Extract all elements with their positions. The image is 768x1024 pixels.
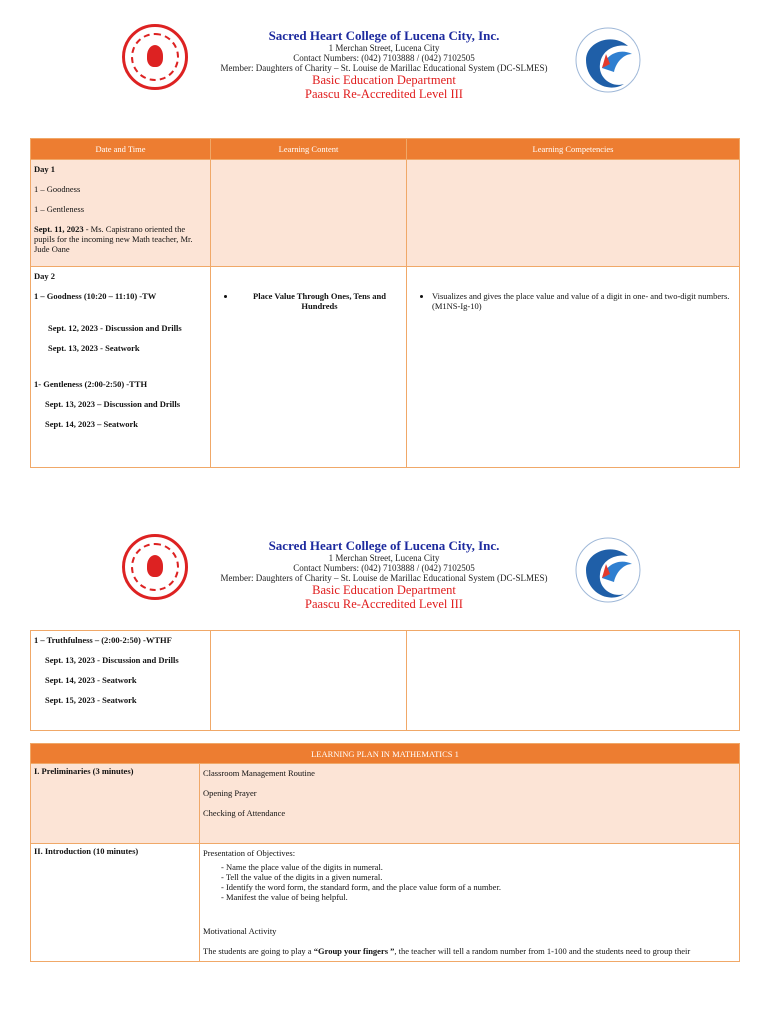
school-contact: Contact Numbers: (042) 7103888 / (042) 7102505 (293, 563, 475, 573)
day2-competency-cell (407, 267, 740, 468)
prelim-item: Opening Prayer (203, 788, 257, 798)
objective-item: - Name the place value of the digits in numeral. (221, 862, 736, 872)
truthfulness-title: 1 – Truthfulness – (2:00-2:50) -WTHF (34, 635, 172, 645)
learning-plan-title: LEARNING PLAN IN MATHEMATICS 1 (31, 744, 740, 764)
activity-text: The students are going to play a “Group your fingers ”, the teacher will tell a random number from 1-100 and the students need to group their (203, 946, 691, 956)
school-contact: Contact Numbers: (042) 7103888 / (042) 7102505 (293, 53, 475, 63)
accreditation: Paascu Re-Accredited Level III (305, 87, 463, 101)
dc-slmes-logo (572, 534, 644, 606)
schedule-table (30, 138, 740, 468)
school-address: 1 Merchan Street, Lucena City (328, 43, 440, 53)
college-seal-logo (122, 534, 188, 600)
day1-content-cell (211, 160, 407, 267)
school-name: Sacred Heart College of Lucena City, Inc. (268, 538, 500, 553)
day1-goodness: 1 – Goodness (34, 184, 81, 194)
day1-title: Day 1 (34, 164, 56, 174)
day1-gentleness: 1 – Gentleness (34, 204, 85, 214)
col-learning-competencies: Learning Competencies (407, 139, 740, 160)
learning-content-item: • Place Value Through Ones, Tens and Hundreds (236, 291, 403, 311)
truthfulness-cell (31, 631, 211, 731)
col-learning-content: Learning Content (211, 139, 407, 160)
school-address: 1 Merchan Street, Lucena City (328, 553, 440, 563)
school-name: Sacred Heart College of Lucena City, Inc. (268, 28, 500, 43)
preliminaries-label: I. Preliminaries (3 minutes) (31, 764, 200, 844)
truthfulness-seatwork-2: Sept. 15, 2023 - Seatwork (45, 695, 137, 705)
objective-item: - Manifest the value of being helpful. (221, 892, 736, 902)
school-member: Member: Daughters of Charity – St. Louise de Marillac Educational System (DC-SLMES) (220, 63, 548, 73)
motivational-heading: Motivational Activity (203, 926, 277, 936)
day2-goodness-drills: Sept. 12, 2023 - Discussion and Drills (48, 323, 182, 333)
letterhead (0, 0, 768, 100)
prelim-item: Checking of Attendance (203, 808, 286, 818)
accreditation: Paascu Re-Accredited Level III (305, 597, 463, 611)
college-seal-logo (122, 24, 188, 90)
school-member: Member: Daughters of Charity – St. Louise de Marillac Educational System (DC-SLMES) (220, 573, 548, 583)
day1-cell (31, 160, 211, 267)
dc-slmes-logo (572, 24, 644, 96)
learning-plan-table (30, 743, 740, 962)
day2-title: Day 2 (34, 271, 56, 281)
preliminaries-content (200, 764, 740, 844)
day2-cell (31, 267, 211, 468)
day2-gentleness-seatwork: Sept. 14, 2023 – Seatwork (45, 419, 139, 429)
day1-competency-cell (407, 160, 740, 267)
objectives-heading: Presentation of Objectives: (203, 848, 296, 858)
objective-item: - Identify the word form, the standard form, and the place value form of a number. (221, 882, 736, 892)
day2-gentleness-drills: Sept. 13, 2023 – Discussion and Drills (45, 399, 181, 409)
learning-competency-item: • Visualizes and gives the place value and value of a digit in one- and two-digit numbers. (M1NS-Ig-10) (432, 291, 736, 311)
day2-goodness-seatwork: Sept. 13, 2023 - Seatwork (48, 343, 140, 353)
day2-content-cell (211, 267, 407, 468)
truthfulness-drills: Sept. 13, 2023 - Discussion and Drills (45, 655, 179, 665)
col-date-time: Date and Time (31, 139, 211, 160)
truthfulness-competency-cell (407, 631, 740, 731)
prelim-item: Classroom Management Routine (203, 768, 315, 778)
department: Basic Education Department (312, 583, 456, 597)
truthfulness-content-cell (211, 631, 407, 731)
day2-goodness: 1 – Goodness (10:20 – 11:10) -TW (34, 291, 157, 301)
department: Basic Education Department (312, 73, 456, 87)
day2-gentleness: 1- Gentleness (2:00-2:50) -TTH (34, 379, 148, 389)
introduction-label: II. Introduction (10 minutes) (31, 844, 200, 962)
day1-note: Sept. 11, 2023 - Ms. Capistrano oriented the pupils for the incoming new Math teacher, Mr. Jude Oane (34, 224, 193, 254)
introduction-content (200, 844, 740, 962)
objective-item: - Tell the value of the digits in a given numeral. (221, 872, 736, 882)
truthfulness-seatwork-1: Sept. 14, 2023 - Seatwork (45, 675, 137, 685)
schedule-table-continued (30, 630, 740, 731)
letterhead-page2 (0, 510, 768, 610)
